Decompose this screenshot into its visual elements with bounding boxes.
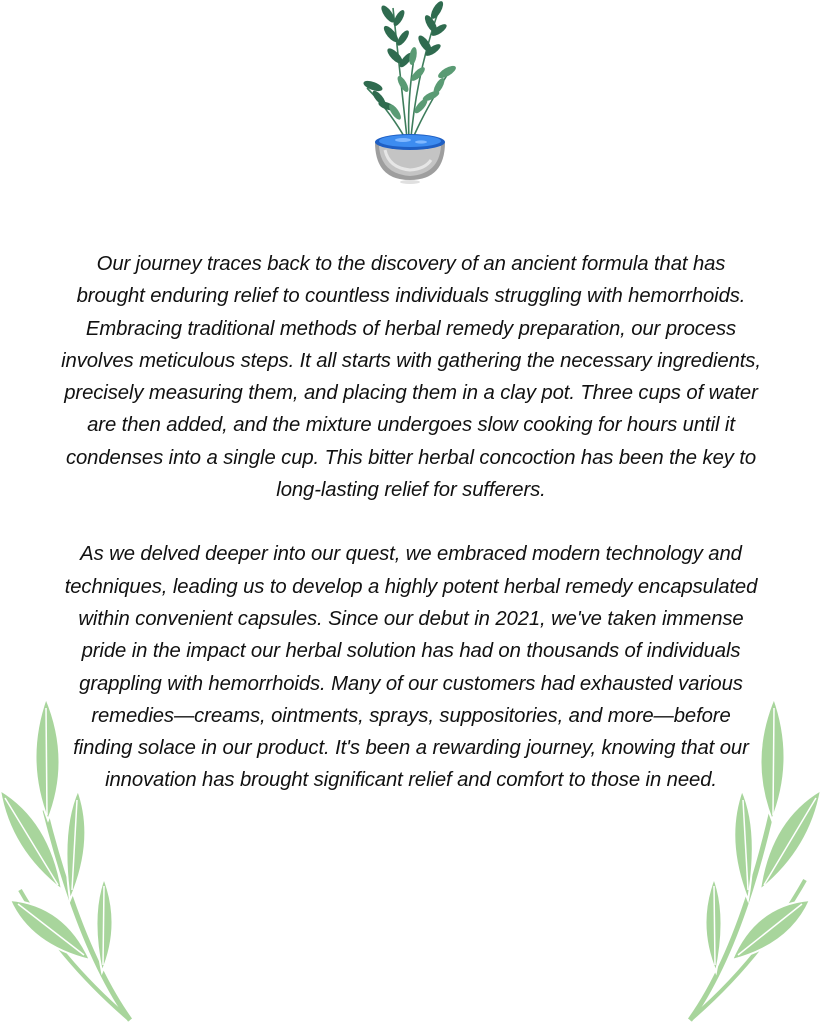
plant-stems [367,4,449,138]
story-paragraph-1: Our journey traces back to the discovery of an ancient formula that has brought enduring relief to countless individuals struggling with hemorrhoids. Embracing traditional methods of herbal remedy preparation, our process involves meticulous steps. It all starts with gathering the necessary ingredients, precisely measuring them, and placing them in a clay pot. Three cups of water are then added, and the mixture undergoes slow cooking for hours until it condenses into a single cup. This bitter herbal concoction has been the key to long-lasting relief for sufferers. [61,253,761,502]
story-text-block [60,248,762,797]
potted-plant-icon [355,0,465,185]
pot [375,134,445,184]
leaf-branch-icon [680,690,821,1024]
leaf-branch-icon [0,690,150,1024]
story-paragraph-2: As we delved deeper into our quest, we embraced modern technology and techniques, leading us to develop a highly potent herbal remedy encapsulated within convenient capsules. Since our debut in 2021, we've taken immense pride in the impact our herbal solution has had on thousands of individuals grappling with hemorrhoids. Many of our customers had exhausted various remedies—creams, ointments, sprays, suppositories, and more—before finding solace in our product. It's been a rewarding journey, knowing that our innovation has brought significant relief and comfort to those in need. [64,543,758,792]
